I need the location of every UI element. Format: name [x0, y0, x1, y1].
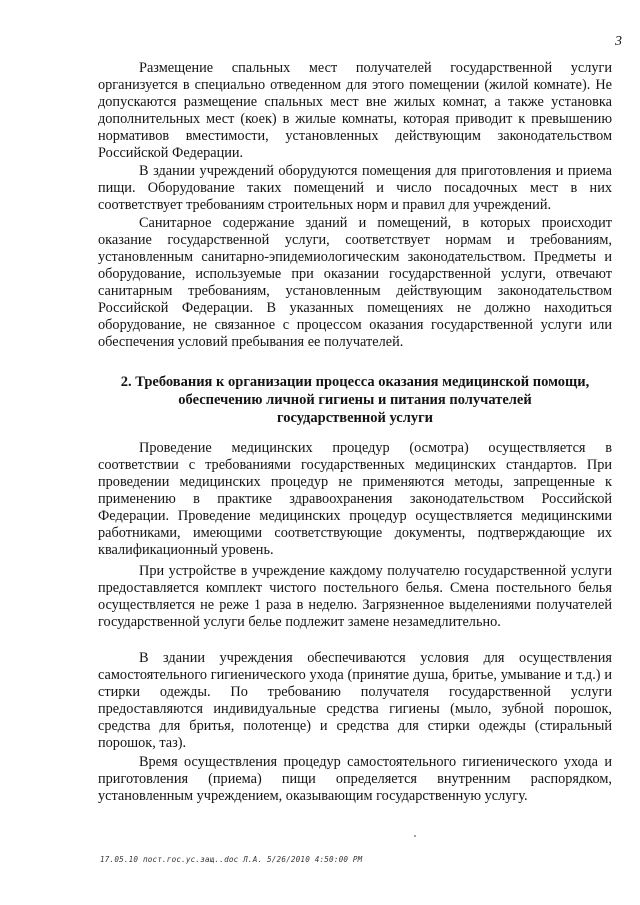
paragraph-hygiene-conditions: В здании учреждения обеспечиваются условия для осуществления самостоятельного гигиенического ухода (принятие душа, бритье, умывание и т.д.) и стирки одежды. По требованию получателя государственной услуги предоставляются индивидуальные средства гигиены (мыло, зубной порошок, средства для бритья, полотенце) и средства для стирки одежды (стиральный порошок, таз).	[98, 650, 612, 751]
section-2-heading	[98, 373, 612, 427]
section-2-heading-line-2: обеспечению личной гигиены и питания получателей	[178, 392, 532, 408]
page-number: 3	[615, 34, 622, 49]
paragraph-hygiene-schedule: Время осуществления процедур самостоятельного гигиенического ухода и приготовления (приема) пищи определяется внутренним распорядком, установленным учреждением, оказывающим государственную услугу.	[98, 754, 612, 804]
section-2-heading-line-3: государственной услуги	[276, 410, 434, 426]
section-2-heading-line-1: 2. Требования к организации процесса оказания медицинской помощи,	[120, 374, 590, 390]
paragraph-food-premises: В здании учреждений оборудуются помещения для приготовления и приема пищи. Оборудование таких помещений и число посадочных мест в них соответствует требованиям строительных норм и правил для учреждений.	[98, 163, 612, 213]
paragraph-medical-procedures: Проведение медицинских процедур (осмотра) осуществляется в соответствии с требованиями государственных медицинских стандартов. При проведении медицинских процедур не применяются методы, запрещенные к применению в практике здравоохранения законодательством Российской Федерации. Проведение медицинских процедур осуществляется медицинскими работниками, имеющими соответствующие документы, подтверждающие их квалификационный уровень.	[98, 440, 612, 558]
document-footer: 17.05.10 пост.гос.ус.защ..doc Л.А. 5/26/2010 4:50:00 PM	[100, 855, 363, 864]
scan-speck	[414, 835, 416, 837]
paragraph-sleeping-places: Размещение спальных мест получателей государственной услуги организуется в специально отведенном для этого помещении (жилой комнате). Не допускаются размещение спальных мест вне жилых комнат, а также установка дополнительных мест (коек) в жилые комнаты, которая приводит к превышению нормативов вместимости, установленных действующим законодательством Российской Федерации.	[98, 60, 612, 161]
paragraph-sanitary-maintenance: Санитарное содержание зданий и помещений, в которых происходит оказание государственной услуги, соответствует нормам и требованиям, установленным санитарно-эпидемиологическим законодательством. Предметы и оборудование, используемые при оказании государственной услуги, отвечают санитарным требованиям, установленным действующим законодательством Российской Федерации. В указанных помещениях не должно находиться оборудование, не связанное с процессом оказания государственной услуги или обеспечения условий пребывания ее получателей.	[98, 215, 612, 350]
paragraph-bed-linen: При устройстве в учреждение каждому получателю государственной услуги предоставляется комплект чистого постельного белья. Смена постельного белья осуществляется не реже 1 раза в неделю. Загрязненное выделениями получателей государственной услуги белье подлежит замене незамедлительно.	[98, 563, 612, 630]
